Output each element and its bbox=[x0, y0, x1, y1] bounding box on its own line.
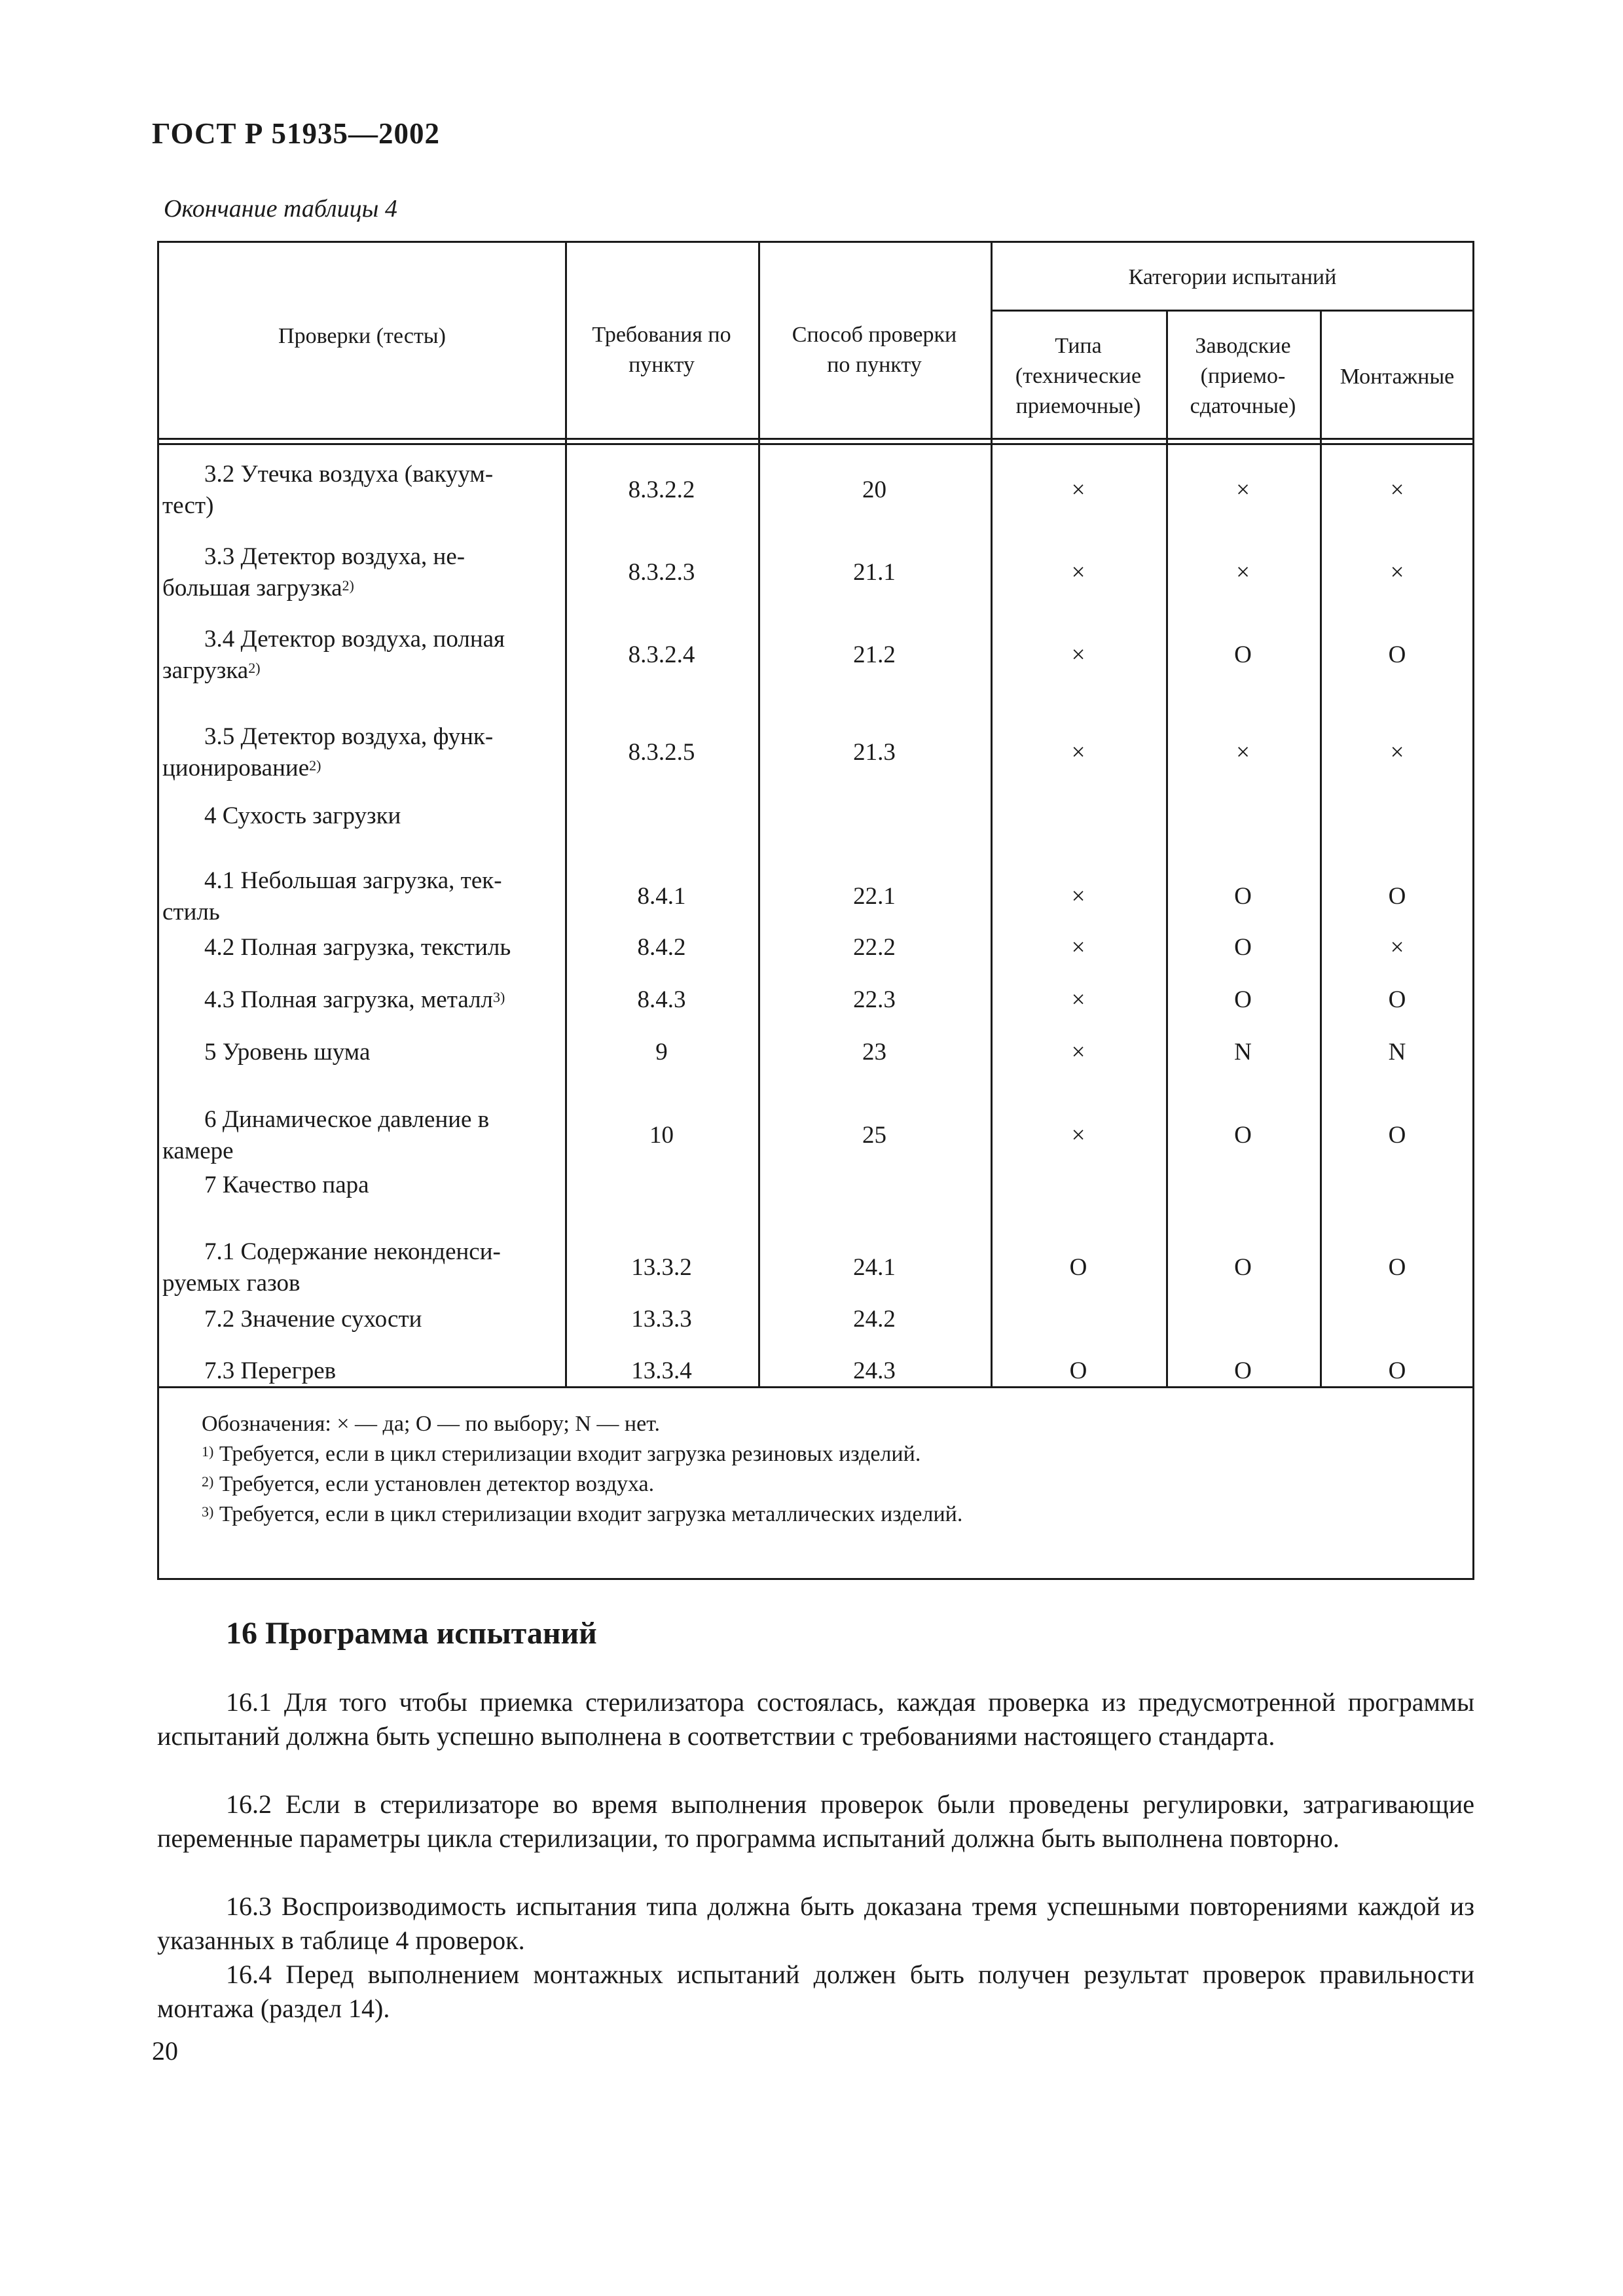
paragraph: 16.1 Для того чтобы приемка стерилизатора состоялась, каждая проверка из предусмотренной программы испытаний должна быть успешно выполнена в соответствии с требованиями настоящего стандарта. bbox=[157, 1687, 1474, 1751]
note-mark: 2) bbox=[202, 1473, 214, 1490]
cell-factory: O bbox=[1234, 641, 1252, 668]
test-name bbox=[162, 1355, 554, 1387]
test-name bbox=[162, 459, 554, 522]
test-name-line: 3.4 Детектор воздуха, полная bbox=[204, 626, 505, 653]
cell-method: 25 bbox=[862, 1122, 886, 1149]
cell-method: 24.2 bbox=[853, 1306, 896, 1333]
cell-install: O bbox=[1388, 883, 1406, 910]
cell-factory: O bbox=[1234, 1254, 1252, 1281]
cell-req: 8.3.2.5 bbox=[628, 739, 695, 766]
paragraph: 16.2 Если в стерилизаторе во время выполнения проверок были проведены регулировки, затрагивающие переменные параметры цикла стерилизации, то программа испытаний должна быть выполнена повторно. bbox=[157, 1789, 1474, 1853]
test-name bbox=[162, 1104, 554, 1167]
cell-method: 22.1 bbox=[853, 883, 896, 910]
cell-method: 21.3 bbox=[853, 739, 896, 766]
cell-install: × bbox=[1390, 476, 1404, 503]
header-categories bbox=[991, 262, 1474, 293]
header-requirements bbox=[565, 320, 758, 380]
cell-method: 24.3 bbox=[853, 1357, 896, 1384]
cell-factory: O bbox=[1234, 883, 1252, 910]
cell-factory: O bbox=[1234, 1357, 1252, 1384]
header-requirements-line: пункту bbox=[629, 353, 695, 377]
test-name-line: 7.1 Содержание неконденси- bbox=[204, 1238, 501, 1265]
test-name-line: 4 Сухость загрузки bbox=[204, 802, 401, 829]
test-name-line: 7.2 Значение сухости bbox=[204, 1306, 422, 1333]
cell-req: 13.3.4 bbox=[631, 1357, 692, 1384]
header-method-line: по пункту bbox=[827, 353, 922, 377]
header-tests-text: Проверки (тесты) bbox=[278, 324, 446, 348]
table-caption: Окончание таблицы 4 bbox=[164, 195, 397, 223]
note-mark: 1) bbox=[202, 1443, 214, 1460]
cell-install: O bbox=[1388, 641, 1406, 668]
cell-install: × bbox=[1390, 934, 1404, 961]
paragraph: 16.3 Воспроизводимость испытания типа должна быть доказана тремя успешными повторениями каждой из указанных в таблице 4 проверок. bbox=[157, 1892, 1474, 1955]
test-name-line: 4.2 Полная загрузка, текстиль bbox=[204, 934, 511, 961]
cell-install: N bbox=[1388, 1039, 1406, 1066]
document-header: ГОСТ Р 51935—2002 bbox=[152, 117, 441, 150]
cell-req: 8.4.2 bbox=[637, 934, 686, 961]
cell-type: × bbox=[1071, 641, 1085, 668]
table-divider-v bbox=[565, 243, 567, 1386]
test-name-line: 3.5 Детектор воздуха, функ- bbox=[204, 723, 494, 750]
header-factory bbox=[1166, 331, 1320, 422]
paragraph: 16.4 Перед выполнением монтажных испытаний должен быть получен результат проверок правильности монтажа (раздел 14). bbox=[157, 1960, 1474, 2023]
test-name-line: 6 Динамическое давление в bbox=[204, 1106, 490, 1133]
test-name-line: тест) bbox=[162, 492, 214, 519]
table-divider-h bbox=[991, 310, 1474, 312]
note-text: Требуется, если в цикл стерилизации входит загрузка металлических изделий. bbox=[213, 1502, 963, 1526]
cell-req: 8.3.2.3 bbox=[628, 559, 695, 586]
cell-type: × bbox=[1071, 1039, 1085, 1066]
header-type-line: Типа bbox=[1055, 334, 1102, 358]
footnote-ref: 2) bbox=[309, 757, 321, 774]
page-number: 20 bbox=[152, 2036, 178, 2066]
cell-install: O bbox=[1388, 1254, 1406, 1281]
cell-method: 22.2 bbox=[853, 934, 896, 961]
note-footnote-2 bbox=[202, 1469, 962, 1499]
test-name-line: 3.3 Детектор воздуха, не- bbox=[204, 543, 465, 570]
cell-req: 13.3.2 bbox=[631, 1254, 692, 1281]
test-name-line: 3.2 Утечка воздуха (вакуум- bbox=[204, 461, 494, 488]
test-name bbox=[162, 721, 554, 784]
cell-install: O bbox=[1388, 986, 1406, 1013]
cell-method: 21.1 bbox=[853, 559, 896, 586]
header-requirements-line: Требования по bbox=[592, 323, 731, 347]
note-mark: 3) bbox=[202, 1503, 214, 1520]
table-divider-v bbox=[1166, 310, 1168, 1386]
note-text: Обозначения: × — да; O — по выбору; N — нет. bbox=[202, 1412, 661, 1436]
cell-method: 21.2 bbox=[853, 641, 896, 668]
test-name bbox=[162, 800, 554, 832]
test-name bbox=[162, 1236, 554, 1299]
test-name bbox=[162, 932, 554, 963]
header-install bbox=[1320, 362, 1474, 392]
header-install-text: Монтажные bbox=[1340, 365, 1455, 389]
cell-req: 8.3.2.2 bbox=[628, 476, 695, 503]
table-notes bbox=[202, 1409, 962, 1530]
test-name-line: большая загрузка$^{2)}$ bbox=[162, 575, 354, 601]
cell-type: × bbox=[1071, 883, 1085, 910]
cell-method: 23 bbox=[862, 1039, 886, 1066]
test-name bbox=[162, 1037, 554, 1068]
cell-factory: × bbox=[1236, 559, 1250, 586]
cell-req: 8.4.1 bbox=[637, 883, 686, 910]
table-divider-v bbox=[1320, 310, 1322, 1386]
test-name bbox=[162, 1170, 554, 1201]
header-method bbox=[758, 320, 991, 380]
header-factory-line: сдаточные) bbox=[1190, 394, 1296, 418]
cell-factory: O bbox=[1234, 986, 1252, 1013]
test-name-line: 4.3 Полная загрузка, металл$^{3)}$ bbox=[204, 986, 505, 1013]
test-name bbox=[162, 541, 554, 604]
header-categories-text: Категории испытаний bbox=[1128, 265, 1337, 289]
cell-type: × bbox=[1071, 1122, 1085, 1149]
cell-method: 20 bbox=[862, 476, 886, 503]
note-text: Требуется, если установлен детектор воздуха. bbox=[213, 1472, 655, 1496]
test-name-line: руемых газов bbox=[162, 1270, 301, 1297]
note-legend bbox=[202, 1409, 962, 1439]
cell-type: × bbox=[1071, 476, 1085, 503]
cell-factory: N bbox=[1234, 1039, 1252, 1066]
header-method-line: Способ проверки bbox=[792, 323, 957, 347]
test-name bbox=[162, 1304, 554, 1335]
header-tests bbox=[159, 321, 565, 351]
cell-req: 8.3.2.4 bbox=[628, 641, 695, 668]
test-name-line: 7.3 Перегрев bbox=[204, 1357, 337, 1384]
test-table bbox=[157, 241, 1474, 1580]
test-name bbox=[162, 865, 554, 928]
test-name bbox=[162, 984, 554, 1016]
cell-install: O bbox=[1388, 1122, 1406, 1149]
cell-factory: × bbox=[1236, 739, 1250, 766]
note-footnote-1 bbox=[202, 1439, 962, 1469]
cell-req: 13.3.3 bbox=[631, 1306, 692, 1333]
table-divider-h bbox=[159, 438, 1474, 440]
cell-install: × bbox=[1390, 559, 1404, 586]
cell-install: O bbox=[1388, 1357, 1406, 1384]
footnote-ref: 2) bbox=[342, 577, 354, 594]
cell-req: 9 bbox=[655, 1039, 668, 1066]
footnote-ref: 2) bbox=[248, 660, 261, 676]
test-name-line: 7 Качество пара bbox=[204, 1172, 369, 1198]
cell-type: × bbox=[1071, 986, 1085, 1013]
test-name-line: загрузка$^{2)}$ bbox=[162, 657, 261, 684]
note-footnote-3 bbox=[202, 1499, 962, 1530]
cell-factory: O bbox=[1234, 934, 1252, 961]
footnote-ref: 3) bbox=[493, 989, 505, 1005]
cell-type: O bbox=[1069, 1357, 1087, 1384]
test-name-line: камере bbox=[162, 1138, 234, 1164]
header-type-line: приемочные) bbox=[1015, 394, 1141, 418]
header-factory-line: Заводские bbox=[1195, 334, 1291, 358]
cell-factory: O bbox=[1234, 1122, 1252, 1149]
table-divider-v bbox=[758, 243, 760, 1386]
section-title: 16 Программа испытаний bbox=[226, 1616, 597, 1651]
header-factory-line: (приемо- bbox=[1200, 364, 1286, 388]
header-type-line: (технические bbox=[1015, 364, 1142, 388]
cell-type: × bbox=[1071, 559, 1085, 586]
test-name-line: стиль bbox=[162, 899, 220, 925]
cell-type: × bbox=[1071, 934, 1085, 961]
cell-type: O bbox=[1069, 1254, 1087, 1281]
cell-req: 8.4.3 bbox=[637, 986, 686, 1013]
cell-method: 24.1 bbox=[853, 1254, 896, 1281]
test-name-line: 4.1 Небольшая загрузка, тек- bbox=[204, 867, 502, 894]
note-text: Требуется, если в цикл стерилизации входит загрузка резиновых изделий. bbox=[213, 1442, 921, 1466]
table-divider-h bbox=[159, 443, 1474, 445]
test-name-line: ционирование$^{2)}$ bbox=[162, 755, 321, 781]
cell-req: 10 bbox=[649, 1122, 674, 1149]
cell-install: × bbox=[1390, 739, 1404, 766]
test-name-line: 5 Уровень шума bbox=[204, 1039, 371, 1066]
cell-type: × bbox=[1071, 739, 1085, 766]
cell-method: 22.3 bbox=[853, 986, 896, 1013]
cell-factory: × bbox=[1236, 476, 1250, 503]
test-name bbox=[162, 624, 554, 687]
header-type bbox=[991, 331, 1166, 422]
